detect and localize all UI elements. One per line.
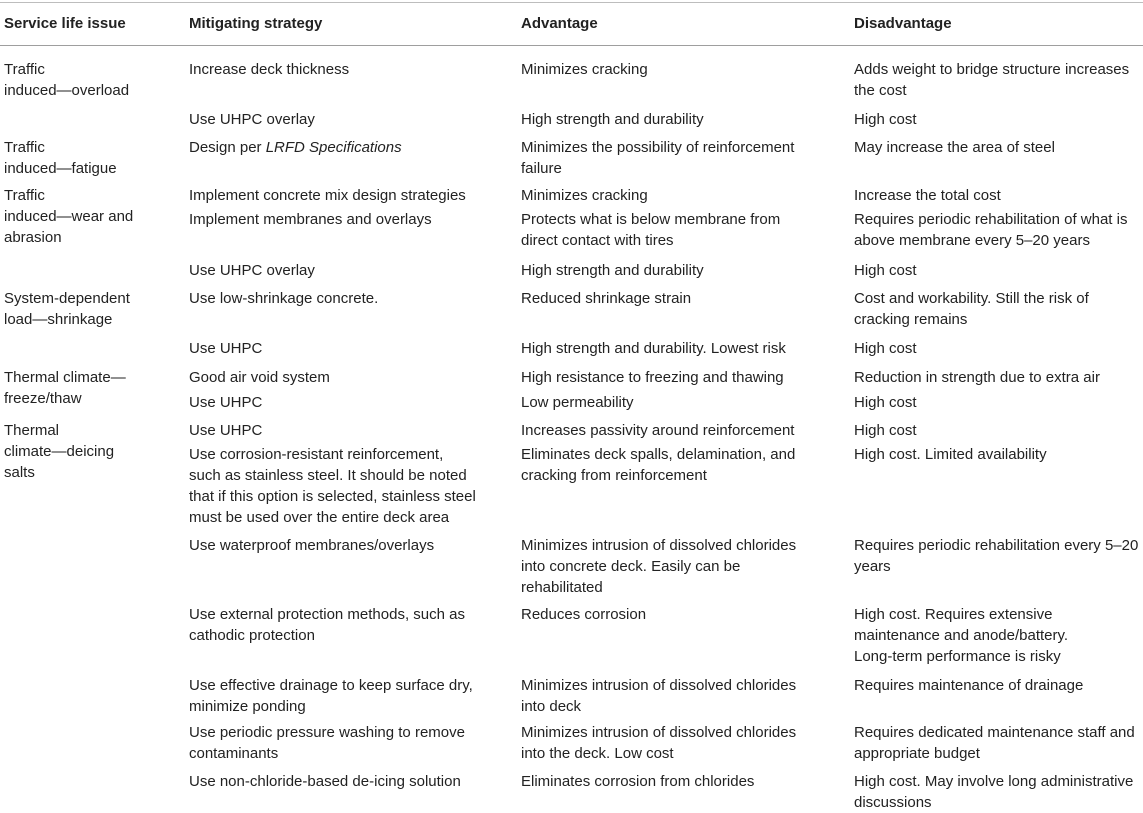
table-row-strategy: Use UHPC — [189, 340, 263, 357]
table-row-advantage: Minimizes intrusion of dissolved chlorides into the deck. Low cost — [521, 724, 797, 762]
table-row-advantage: Protects what is below membrane from direct contact with tires — [521, 211, 781, 249]
table-row-disadvantage: High cost — [854, 262, 917, 279]
strategy-prefix: Design per — [189, 139, 266, 156]
table-row-disadvantage: Requires maintenance of drainage — [854, 677, 1084, 694]
table-row-disadvantage: Requires dedicated maintenance staff and appropriate budget — [854, 724, 1135, 762]
table-row-strategy: Use effective drainage to keep surface dry, minimize ponding — [189, 677, 473, 715]
table-row-advantage: Reduces corrosion — [521, 606, 647, 623]
table-row-disadvantage: High cost. May involve long administrative discussions — [854, 773, 1134, 811]
table-row-advantage: Increases passivity around reinforcement — [521, 422, 795, 439]
issue-traffic-wear-abrasion: Traffic induced—wear and abrasion — [4, 187, 134, 246]
table-row-disadvantage: Requires periodic rehabilitation every 5–20 years — [854, 537, 1139, 575]
table-row-disadvantage: Cost and workability. Still the risk of cracking remains — [854, 290, 1089, 328]
table-row-advantage: Low permeability — [521, 394, 634, 411]
table-row-advantage: Minimizes cracking — [521, 187, 648, 204]
table-row-strategy: Use UHPC — [189, 422, 263, 439]
table-row-disadvantage: High cost. Requires extensive maintenance and anode/battery. Long-term performance is risky — [854, 606, 1069, 665]
table-row-disadvantage: High cost — [854, 422, 917, 439]
issue-deicing-salts: Thermal climate—deicing salts — [4, 422, 115, 481]
table-row-advantage: Minimizes the possibility of reinforcement failure — [521, 139, 795, 177]
header-advantage: Advantage — [521, 15, 598, 32]
table-row-strategy: Use UHPC overlay — [189, 111, 315, 128]
table-row-disadvantage: High cost — [854, 111, 917, 128]
table-row-strategy: Use corrosion-resistant reinforcement, such as stainless steel. It should be noted that if this option is selected, stainless steel must be used over the entire deck area — [189, 446, 476, 526]
issue-freeze-thaw: Thermal climate— freeze/thaw — [4, 369, 126, 407]
table-row-strategy: Implement concrete mix design strategies — [189, 187, 466, 204]
table-row-advantage: High resistance to freezing and thawing — [521, 369, 784, 386]
table-row-advantage: Minimizes intrusion of dissolved chlorides into concrete deck. Easily can be rehabilitated — [521, 537, 797, 596]
table-row-advantage: Eliminates corrosion from chlorides — [521, 773, 755, 790]
table-row-disadvantage: High cost — [854, 394, 917, 411]
issue-traffic-overload: Traffic induced—overload — [4, 61, 130, 99]
table-row-disadvantage: Requires periodic rehabilitation of what is above membrane every 5–20 years — [854, 211, 1128, 249]
table-row-strategy: Implement membranes and overlays — [189, 211, 432, 228]
lrfd-specifications-title: LRFD Specifications — [265, 139, 402, 156]
issue-shrinkage: System-dependent load—shrinkage — [4, 290, 130, 328]
table-row-advantage: Minimizes intrusion of dissolved chlorides into deck — [521, 677, 797, 715]
table-row-strategy: Use UHPC — [189, 394, 263, 411]
table-row-strategy: Use non-chloride-based de-icing solution — [189, 773, 461, 790]
table-row-disadvantage: High cost — [854, 340, 917, 357]
table-row-advantage: High strength and durability — [521, 111, 704, 128]
table-row-strategy: Use external protection methods, such as cathodic protection — [189, 606, 465, 644]
table-row-strategy: Increase deck thickness — [189, 61, 350, 78]
table-row-strategy: Use waterproof membranes/overlays — [189, 537, 435, 554]
table-row-strategy — [189, 137, 509, 158]
table-row-strategy: Use low-shrinkage concrete. — [189, 290, 379, 307]
table-row-disadvantage: Reduction in strength due to extra air — [854, 369, 1100, 386]
header-service-life-issue: Service life issue — [4, 15, 126, 32]
table-row-strategy: Use periodic pressure washing to remove contaminants — [189, 724, 465, 762]
table-row-advantage: Reduced shrinkage strain — [521, 290, 692, 307]
table-row-disadvantage: Increase the total cost — [854, 187, 1001, 204]
table-row-advantage: High strength and durability — [521, 262, 704, 279]
table-row-disadvantage: High cost. Limited availability — [854, 446, 1047, 463]
table-row-advantage: Eliminates deck spalls, delamination, and cracking from reinforcement — [521, 446, 796, 484]
table-row-advantage: High strength and durability. Lowest risk — [521, 340, 786, 357]
table-row-strategy: Good air void system — [189, 369, 330, 386]
issue-traffic-fatigue: Traffic induced—fatigue — [4, 139, 117, 177]
table-row-disadvantage: May increase the area of steel — [854, 139, 1055, 156]
table-row-strategy: Use UHPC overlay — [189, 262, 315, 279]
header-mitigating-strategy: Mitigating strategy — [189, 15, 323, 32]
table-row-advantage: Minimizes cracking — [521, 61, 648, 78]
table-row-disadvantage: Adds weight to bridge structure increases the cost — [854, 61, 1130, 99]
header-disadvantage: Disadvantage — [854, 15, 952, 32]
